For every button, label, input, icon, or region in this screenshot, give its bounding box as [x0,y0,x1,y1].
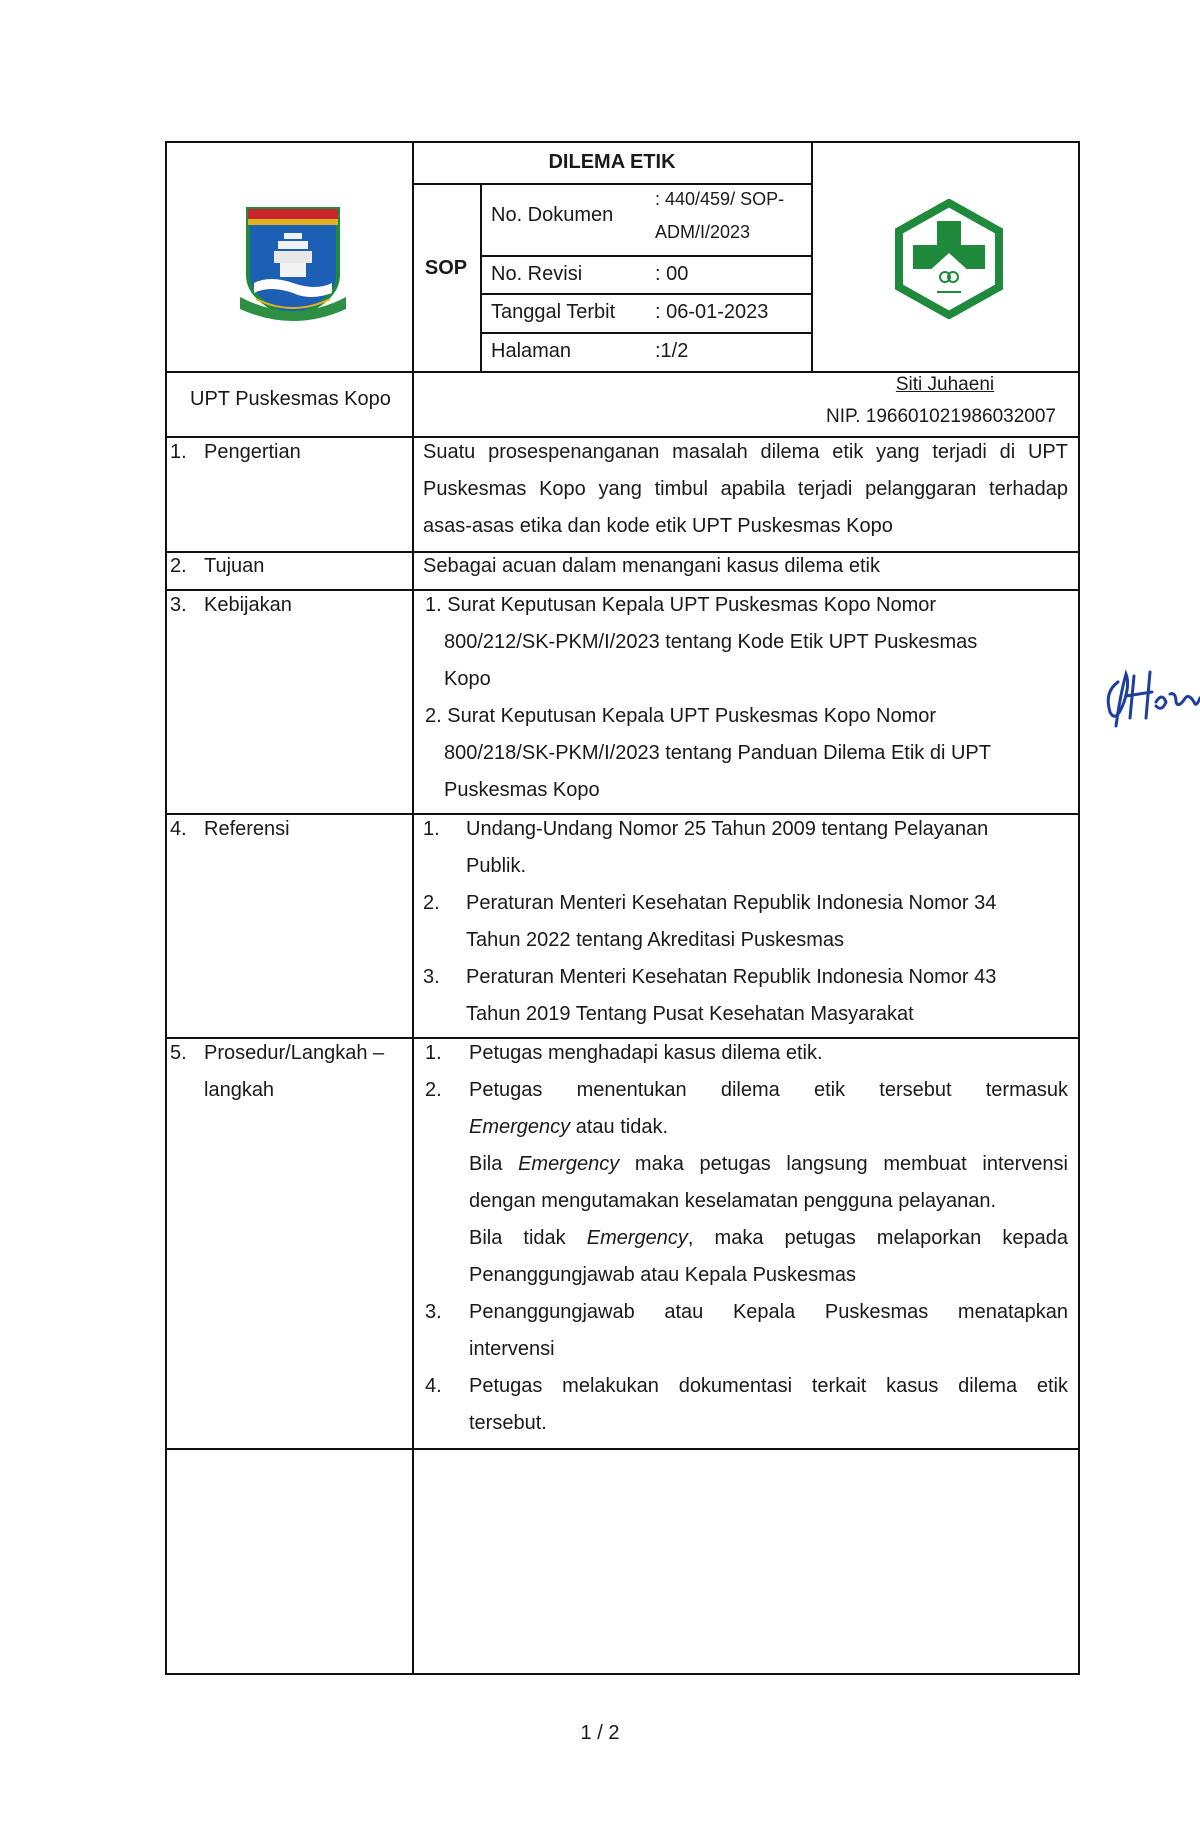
prosedur-step-line: Penanggungjawab atau Kepala Puskesmas menatapkan [469,1301,1068,1323]
signatory-name: Siti Juhaeni [895,374,995,395]
signatory-nip: NIP. 196601021986032007 [826,406,1056,427]
section-title: Tujuan [204,555,265,577]
prosedur-step-number: 3. [425,1301,442,1323]
regency-coat-of-arms-icon [240,205,346,321]
section-title: langkah [204,1079,275,1101]
prosedur-step-line: tersebut. [469,1412,547,1434]
kebijakan-item-line: 800/212/SK-PKM/I/2023 tentang Kode Etik UPT Puskesmas [444,631,978,653]
pengertian-line: Suatu prosespenanganan masalah dilema etik yang terjadi di UPT [423,441,1068,463]
no-revisi-label: No. Revisi [491,263,583,285]
emergency-term: Emergency [469,1116,571,1138]
referensi-item-line: Peraturan Menteri Kesehatan Republik Indonesia Nomor 34 [466,892,997,914]
prosedur-text: atau tidak. [570,1116,668,1138]
section-title: Kebijakan [204,594,292,616]
prosedur-step-line: Petugas melakukan dokumentasi terkait kasus dilema etik [469,1375,1068,1397]
section-title: Referensi [204,818,290,840]
tujuan-text: Sebagai acuan dalam menangani kasus dilema etik [423,555,880,577]
referensi-item-line: Tahun 2022 tentang Akreditasi Puskesmas [466,929,845,951]
section-number: 4. [170,818,187,840]
referensi-item-number: 2. [423,892,440,914]
organization-name: UPT Puskesmas Kopo [190,388,391,410]
halaman-value: :1/2 [655,340,689,362]
kebijakan-item-line: 800/218/SK-PKM/I/2023 tentang Panduan Dilema Etik di UPT [444,742,991,764]
referensi-item-line: Tahun 2019 Tentang Pusat Kesehatan Masyarakat [466,1003,914,1025]
section-title: Pengertian [204,441,301,463]
prosedur-step-line: intervensi [469,1338,555,1360]
page-title: DILEMA ETIK [548,151,676,173]
page-number: 1 / 2 [580,1722,620,1744]
referensi-item-number: 3. [423,966,440,988]
prosedur-step-line: dengan mengutamakan keselamatan pengguna pelayanan. [469,1190,997,1212]
referensi-item-line: Undang-Undang Nomor 25 Tahun 2009 tentang Pelayanan [466,818,989,840]
prosedur-step-line [469,1109,668,1146]
prosedur-step-line: Petugas menentukan dilema etik tersebut termasuk [469,1079,1068,1101]
kebijakan-item-line: 1. Surat Keputusan Kepala UPT Puskesmas Kopo Nomor [425,594,937,616]
prosedur-text: , maka petugas melaporkan kepada [687,1227,1068,1249]
prosedur-text: Bila tidak [469,1227,587,1249]
pengertian-line: asas-asas etika dan kode etik UPT Puskesmas Kopo [423,515,893,537]
prosedur-step-number: 4. [425,1375,442,1397]
tanggal-terbit-value: : 06-01-2023 [655,301,769,323]
no-revisi-value: : 00 [655,263,689,285]
emergency-term: Emergency [586,1227,688,1249]
prosedur-text: maka petugas langsung membuat intervensi [619,1153,1068,1175]
referensi-item-line: Publik. [466,855,527,877]
puskesmas-logo-icon [893,199,1005,319]
pengertian-line: Puskesmas Kopo yang timbul apabila terjadi pelanggaran terhadap [423,478,1068,500]
prosedur-step-number: 2. [425,1079,442,1101]
no-dokumen-value-line1: : 440/459/ SOP- [655,189,785,209]
kebijakan-item-line: 2. Surat Keputusan Kepala UPT Puskesmas Kopo Nomor [425,705,937,727]
section-number: 3. [170,594,187,616]
prosedur-step-line: Petugas menghadapi kasus dilema etik. [469,1042,823,1064]
section-number: 2. [170,555,187,577]
handwritten-signature-icon [1100,662,1200,732]
no-dokumen-label: No. Dokumen [491,204,614,226]
emergency-term: Emergency [518,1153,620,1175]
section-number: 5. [170,1042,187,1064]
prosedur-step-line: Penanggungjawab atau Kepala Puskesmas [469,1264,856,1286]
sop-label: SOP [424,257,468,279]
tanggal-terbit-label: Tanggal Terbit [491,301,616,323]
prosedur-step-line [469,1220,1068,1257]
prosedur-step-line [469,1146,1068,1183]
halaman-label: Halaman [491,340,572,362]
section-title: Prosedur/Langkah – [204,1042,385,1064]
section-number: 1. [170,441,187,463]
no-dokumen-value-line2: ADM/I/2023 [655,222,751,242]
prosedur-step-number: 1. [425,1042,442,1064]
prosedur-text: Bila [469,1153,519,1175]
referensi-item-number: 1. [423,818,440,840]
referensi-item-line: Peraturan Menteri Kesehatan Republik Indonesia Nomor 43 [466,966,997,988]
kebijakan-item-line: Puskesmas Kopo [444,779,600,801]
kebijakan-item-line: Kopo [444,668,491,690]
